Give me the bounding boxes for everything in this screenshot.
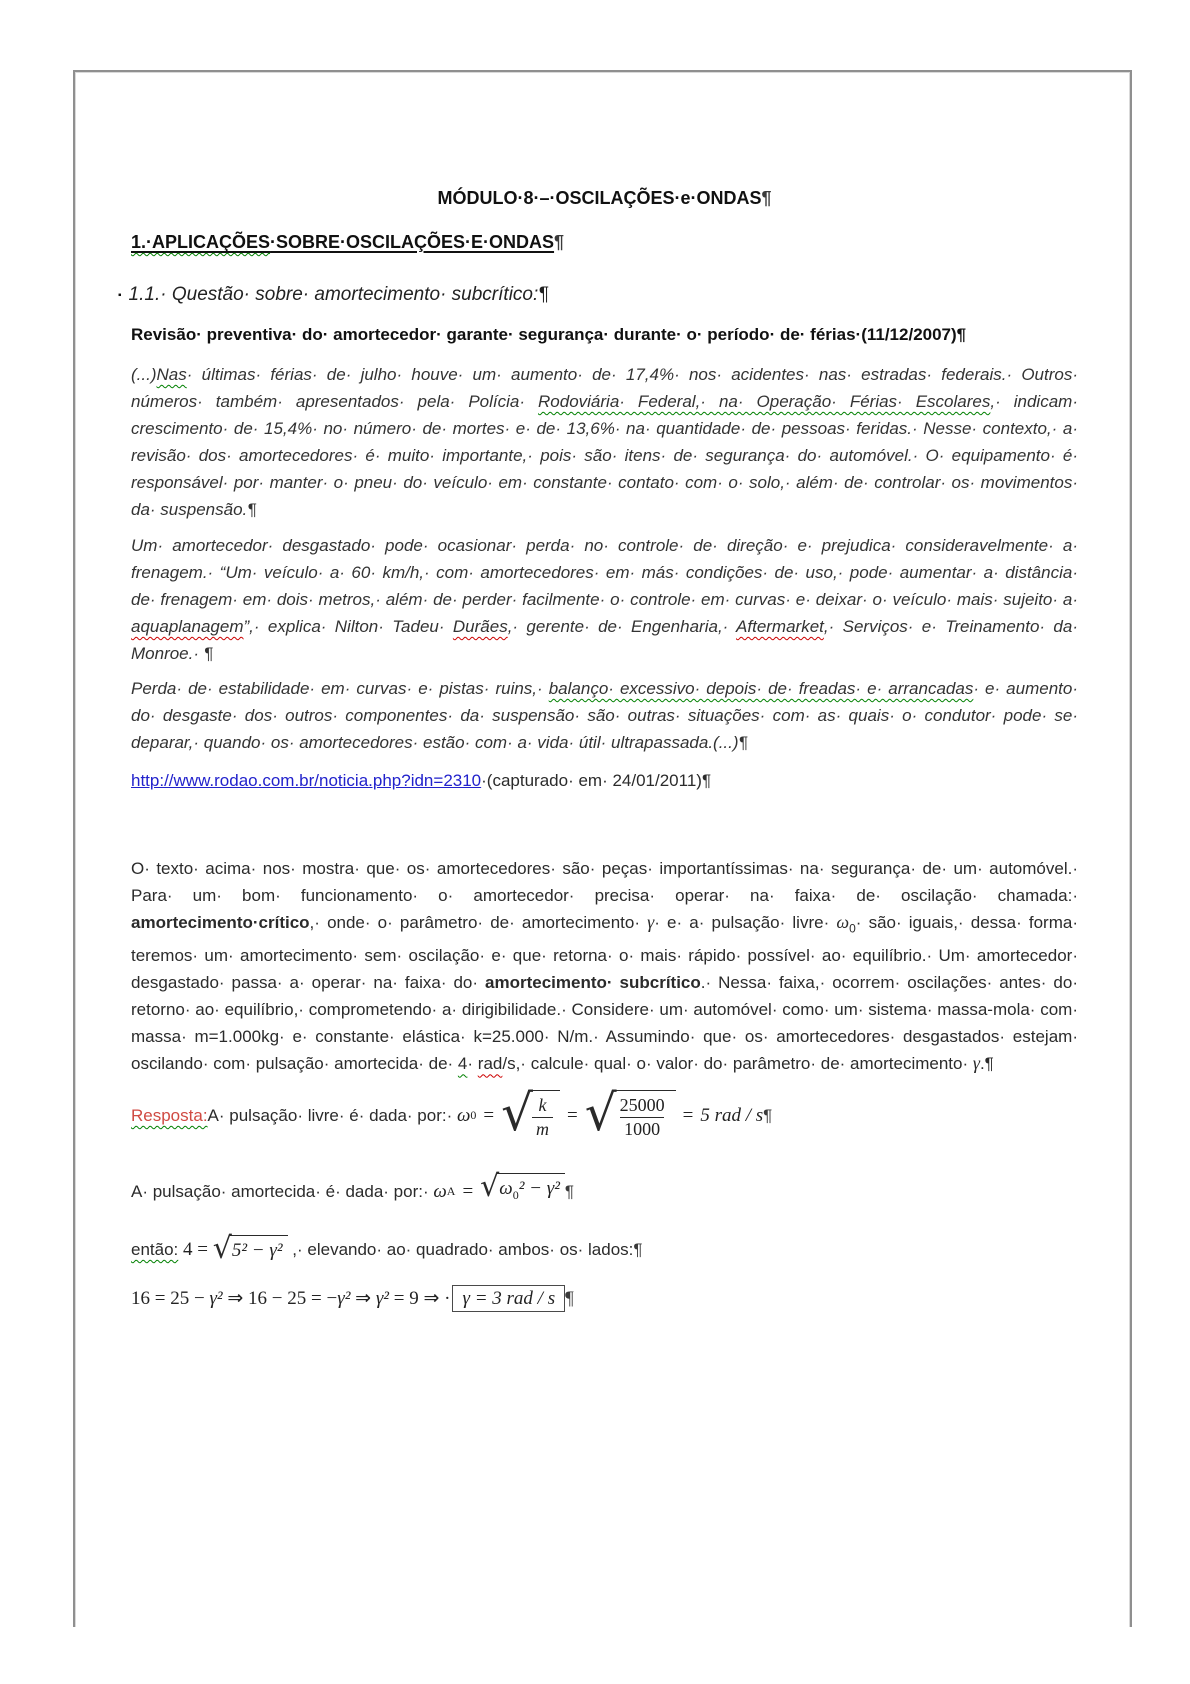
radicand (612, 1090, 676, 1140)
gamma-squared: γ² (375, 1288, 389, 1310)
omega-symbol: ω (433, 1180, 447, 1202)
gamma-squared: γ² (337, 1288, 351, 1310)
fraction (532, 1094, 553, 1140)
answer-line-3 (131, 1231, 1078, 1267)
omega-subscript: 0 (849, 921, 856, 936)
formula-omegaA (433, 1169, 565, 1209)
question-heading-text: 1.1.· Questão· sobre· amortecimento· subcrítico:¶ (128, 284, 549, 305)
paragraph-mark: ¶ (763, 1105, 773, 1125)
spellcheck-word: rad (477, 1054, 503, 1074)
grammar-phrase: balanço· excessivo· depois· de· freadas· e· arrancadas (548, 679, 974, 698)
text-run: A· pulsação· amortecida· é· dada· por:· (131, 1181, 434, 1201)
text-run: (...) (131, 365, 157, 384)
expression: ⇒ 16 − 25 = − (222, 1288, 338, 1310)
paragraph-mark: ¶ (761, 188, 772, 208)
doc-title-text: MÓDULO·8·–·OSCILAÇÕES·e·ONDAS (437, 188, 762, 208)
spellcheck-word: Durães (452, 617, 508, 636)
equals-sign: = (682, 1104, 694, 1126)
radical-sign-icon: √ (501, 1084, 533, 1143)
heading-rest: ·SOBRE·OSCILAÇÕES·E·ONDAS (270, 232, 555, 252)
page-content (75, 72, 1130, 1312)
paragraph-mark: ¶ (564, 1181, 575, 1201)
square-root (584, 1084, 676, 1143)
omega-symbol: ω (499, 1178, 513, 1200)
document-page (73, 70, 1132, 1627)
omega-symbol: ω (836, 912, 850, 932)
subscript: A (446, 1183, 456, 1198)
fraction (616, 1094, 669, 1140)
subscript: 0 (512, 1188, 519, 1203)
text-run: ,· onde· o· parâmetro· de· amortecimento· (309, 913, 648, 932)
square-root (501, 1084, 560, 1143)
question-heading (118, 282, 1078, 309)
paragraph-mark: ¶ (554, 232, 565, 252)
answer-line-1 (131, 1083, 1078, 1147)
expression: = 9 ⇒ · (389, 1288, 451, 1310)
hyperlink[interactable]: http://www.rodao.com.br/noticia.php?idn=2310 (131, 771, 482, 790)
equals-sign: = (483, 1104, 495, 1126)
paragraph-mark: ¶ (565, 1288, 574, 1310)
text-run: · últimas· férias· de· julho· houve· um· aumento· de· 17,4%· nos· acidentes· nas· estradas· federais.· Outros· números· também· apresentados· pela· Polícia· (131, 365, 1078, 411)
answer-line-4 (131, 1285, 1078, 1312)
square-root (480, 1169, 565, 1209)
radical-sign-icon: √ (480, 1169, 500, 1205)
radicand (528, 1090, 560, 1140)
formula-result: 5 rad / s (700, 1104, 764, 1126)
fraction-numerator: 25000 (619, 1095, 665, 1116)
fraction-denominator: m (532, 1117, 553, 1141)
quoted-paragraph-1 (131, 361, 1078, 523)
text-run: O· texto· acima· nos· mostra· que· os· amortecedores· são· peças· importantíssimas· na· segurança· de· um· automóvel.· Para· um· bom· funcionamento· o· amortecedor· precisa· operar· na· faixa· de· oscilação· chamada:· (131, 859, 1078, 905)
text-run: ·(capturado· em· 24/01/2011)¶ (481, 771, 712, 790)
text-run: Um· amortecedor· desgastado· pode· ocasionar· perda· no· controle· de· direção· e· prejudica· consideravelmente· a· frenagem.· “Um· veículo· a· 60· km/h,· com· amortecedores· em· más· condições· de· uso,· pode· aumentar· a· distância· de· frenagem· em· dois· metros,· além· de· perder· facilmente· o· controle· em· curvas· e· deixar· o· veículo· mais· sujeito· a· (131, 536, 1078, 609)
quoted-paragraph-2 (131, 532, 1078, 667)
square-root (212, 1230, 288, 1266)
list-bullet-icon: ▪ (118, 290, 122, 301)
paragraph-mark: ¶ (633, 1239, 643, 1259)
bold-term: amortecimento· subcrítico (485, 973, 701, 993)
section-heading (131, 230, 1078, 254)
text-run: ”,· explica· Nilton· Tadeu· (243, 617, 453, 636)
formula-omega0 (456, 1084, 764, 1143)
text-run: · e· aumento· do· desgaste· dos· outros· componentes· da· suspensão· são· outras· situações· com· as· quais· o· condutor· pode· se· deparar,· quando· os· amortecedores· estão· com· a· vida· útil· ultrapassada.(...)¶ (131, 679, 1078, 752)
result-box: γ = 3 rad / s (452, 1285, 565, 1312)
quoted-paragraph-3 (131, 675, 1078, 756)
expression: 4 = (183, 1238, 213, 1260)
source-line (131, 767, 1078, 794)
text-run: .¶ (979, 1054, 994, 1074)
subscript: 0 (470, 1107, 477, 1122)
text-run: · (467, 1054, 478, 1074)
radical-sign-icon: √ (212, 1230, 232, 1266)
gamma-squared: γ² (209, 1288, 223, 1310)
text-run: ,· gerente· de· Engenharia,· (507, 617, 737, 636)
answer-line-2 (131, 1169, 1078, 1209)
grammar-word: 4 (457, 1054, 468, 1074)
radicand (229, 1235, 288, 1264)
fraction-numerator: k (538, 1095, 547, 1116)
expression: 16 = 25 − (131, 1288, 210, 1310)
grammar-word: Nas (156, 365, 187, 384)
formula-4 (183, 1230, 288, 1266)
text-run: · e· a· pulsação· livre· (654, 913, 837, 932)
text-run: ,· elevando· ao· quadrado· ambos· os· lados: (287, 1239, 634, 1259)
text-run: ,· Serviços· e· Treinamento· da· Monroe.· ¶ (131, 617, 1078, 663)
radical-sign-icon: √ (584, 1084, 617, 1143)
grammar-phrase: 1.·APLICAÇÕES (131, 232, 271, 252)
expression: 5² − γ² (231, 1239, 283, 1261)
article-title: Revisão· preventiva· do· amortecedor· garante· segurança· durante· o· período· de· férias·(11/12/2007)¶ (131, 325, 967, 344)
text-run: · são· iguais,· dessa· forma· teremos· um· amortecimento· sem· oscilação· e· que· retorna· o· mais· rápido· possível· ao· equilíbrio.· Um· amortecedor· desgastado· passa· a· operar· na· faixa· do· (131, 913, 1078, 993)
spellcheck-word: Aftermarket (736, 617, 824, 636)
text-run: /s,· calcule· qual· o· valor· do· parâmetro· de· amortecimento· (502, 1054, 973, 1074)
radicand (496, 1173, 565, 1209)
text-run: Perda· de· estabilidade· em· curvas· e· pistas· ruins,· (131, 679, 549, 698)
heading-underlined (131, 232, 554, 252)
omega-symbol: ω (456, 1104, 471, 1126)
expression: ⇒ (350, 1288, 376, 1310)
doc-title (131, 186, 1078, 210)
text-run: A· pulsação· livre· é· dada· por:· (207, 1105, 457, 1125)
gamma-symbol: γ (972, 1053, 980, 1074)
expression: ² − γ² (518, 1178, 560, 1200)
gamma-symbol: γ (647, 912, 655, 932)
equals-sign: = (462, 1180, 474, 1202)
grammar-word: então: (131, 1239, 179, 1259)
grammar-phrase: Rodoviária· Federal,· na· Operação· Férias· Escolares (538, 392, 991, 411)
equals-sign: = (567, 1104, 578, 1126)
answer-label: Resposta: (131, 1105, 208, 1125)
text-run: .· Nessa· faixa,· ocorrem· oscilações· antes· do· retorno· ao· equilíbrio,· comprometendo· a· dirigibilidade.· Considere· um· automóvel· como· um· sistema· massa-mola· com· massa· m=1.000kg· e· constante· elástica· k=25.000· N/m.· Assumindo· que· os· amortecedores· desgastados· estejam· oscilando· com· pulsação· amortecida· de· (131, 973, 1078, 1074)
bold-term: amortecimento·crítico (131, 913, 310, 932)
fraction-denominator: 1000 (620, 1117, 664, 1141)
problem-paragraph (131, 855, 1078, 1077)
spellcheck-word: aquaplanagem (131, 617, 244, 636)
text-run: ,· indicam· crescimento· de· 15,4%· no· número· de· mortes· e· de· 13,6%· na· quantidade· de· pessoas· feridas.· Nesse· contexto,· a· revisão· dos· amortecedores· é· muito· importante,· pois· são· itens· de· segurança· do· automóvel.· O· equipamento· é· responsável· por· manter· o· pneu· do· veículo· em· constante· contato· com· o· solo,· além· de· controlar· os· movimentos· da· suspensão.¶ (131, 392, 1078, 519)
